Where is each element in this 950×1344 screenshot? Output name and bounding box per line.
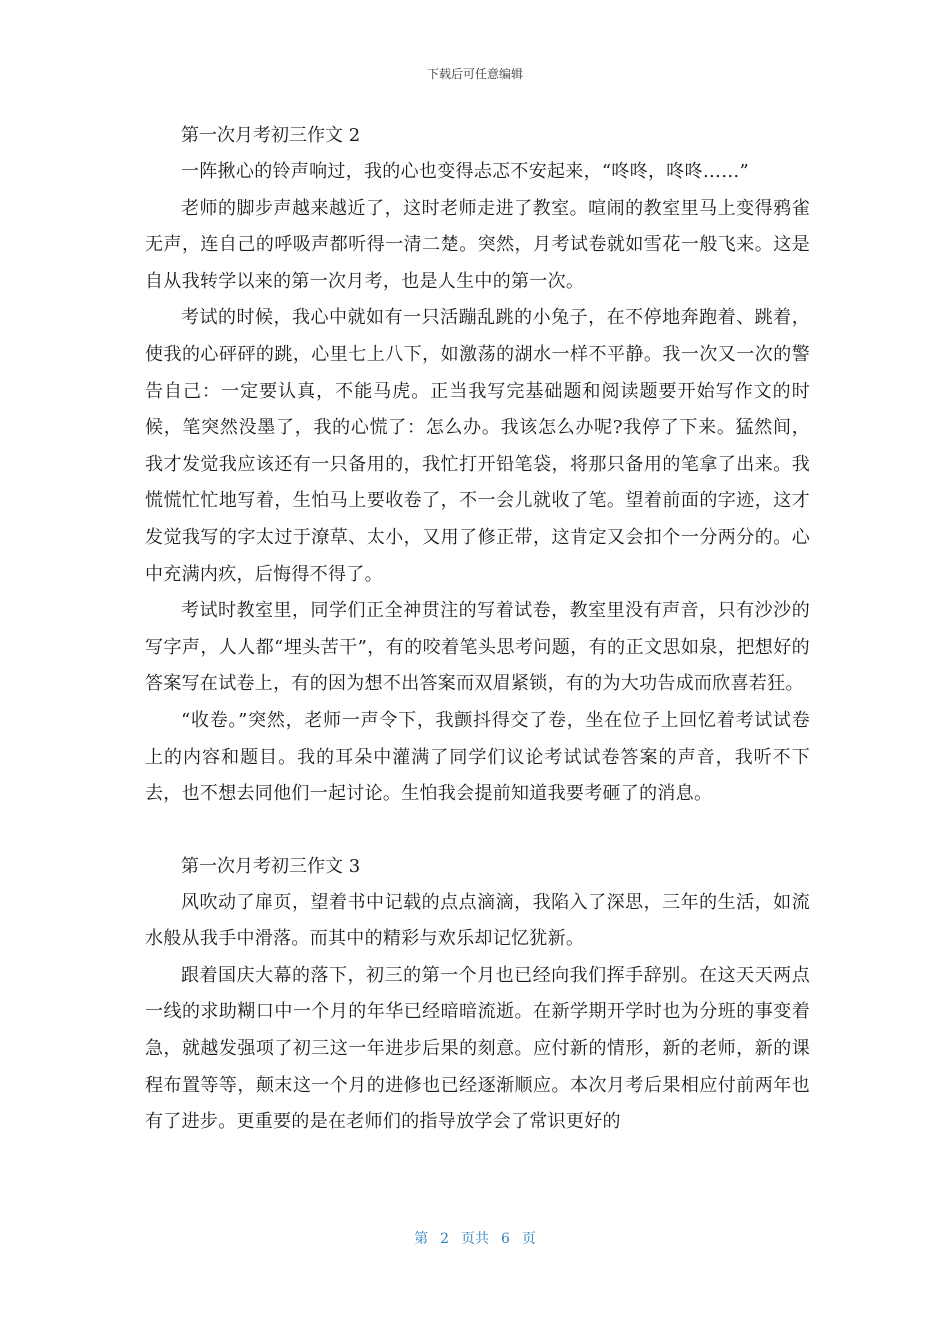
paragraph: 老师的脚步声越来越近了，这时老师走进了教室。喧闹的教室里马上变得鸦雀无声，连自己的呼吸声都听得一清二楚。突然，月考试卷就如雪花一般飞来。这是自从我转学以来的第一次月考，也是人生中的第一次。	[145, 197, 810, 292]
document-body	[145, 118, 810, 1141]
section-spacer	[145, 813, 810, 849]
paragraph: 跟着国庆大幕的落下，初三的第一个月也已经向我们挥手辞别。在这天天两点一线的求助糊口中一个月的年华已经暗暗流逝。在新学期开学时也为分班的事变着急，就越发强项了初三这一年进步后果的刻意。应付新的情形，新的老师，新的课程布置等等，颠末这一个月的进修也已经逐渐顺应。本次月考后果相应付前两年也有了进步。更重要的是在老师们的指导放学会了常识更好的	[145, 964, 810, 1133]
current-page-number: 2	[440, 1231, 449, 1247]
page-footer	[0, 1230, 950, 1248]
paragraph: 考试时教室里，同学们正全神贯注的写着试卷，教室里没有声音，只有沙沙的写字声，人人都“埋头苦干”，有的咬着笔头思考问题，有的正文思如泉，把想好的答案写在试卷上，有的因为想不出答案而双眉紧锁，有的为大功告成而欣喜若狂。	[145, 600, 810, 695]
paragraph: “收卷。”突然，老师一声令下，我颤抖得交了卷，坐在位子上回忆着考试试卷上的内容和题目。我的耳朵中灌满了同学们议论考试试卷答案的声音，我听不下去，也不想去同他们一起讨论。生怕我会提前知道我要考砸了的消息。	[145, 709, 810, 805]
page-number-suffix: 页	[521, 1231, 536, 1247]
section-title: 第一次月考初三作文 2	[181, 125, 361, 146]
page-number-prefix: 第	[414, 1231, 429, 1247]
paragraph: 风吹动了扉页，望着书中记载的点点滴滴，我陷入了深思，三年的生活，如流水般从我手中滑落。而其中的精彩与欢乐却记忆犹新。	[145, 891, 810, 950]
total-pages-number: 6	[501, 1231, 510, 1247]
section-title: 第一次月考初三作文 3	[181, 855, 361, 877]
paragraph: 一阵揪心的铃声响过，我的心也变得忐忑不安起来，“咚咚，咚咚……”	[181, 161, 750, 182]
paragraph: 考试的时候，我心中就如有一只活蹦乱跳的小兔子，在不停地奔跑着、跳着，使我的心砰砰的跳，心里七上八下，如激荡的湖水一样不平静。我一次又一次的警告自己：一定要认真，不能马虎。正当我写完基础题和阅读题要开始写作文的时候，笔突然没墨了，我的心慌了：怎么办。我该怎么办呢?我停了下来。猛然间，我才发觉我应该还有一只备用的，我忙打开铅笔袋，将那只备用的笔拿了出来。我慌慌忙忙地写着，生怕马上要收卷了，不一会儿就收了笔。望着前面的字迹，这才发觉我写的字太过于潦草、太小，又用了修正带，这肯定又会扣个一分两分的。心中充满内疚，后悔得不得了。	[145, 307, 810, 585]
page-number-middle: 页共	[461, 1231, 489, 1247]
page-header: 下载后可任意编辑	[426, 67, 523, 81]
